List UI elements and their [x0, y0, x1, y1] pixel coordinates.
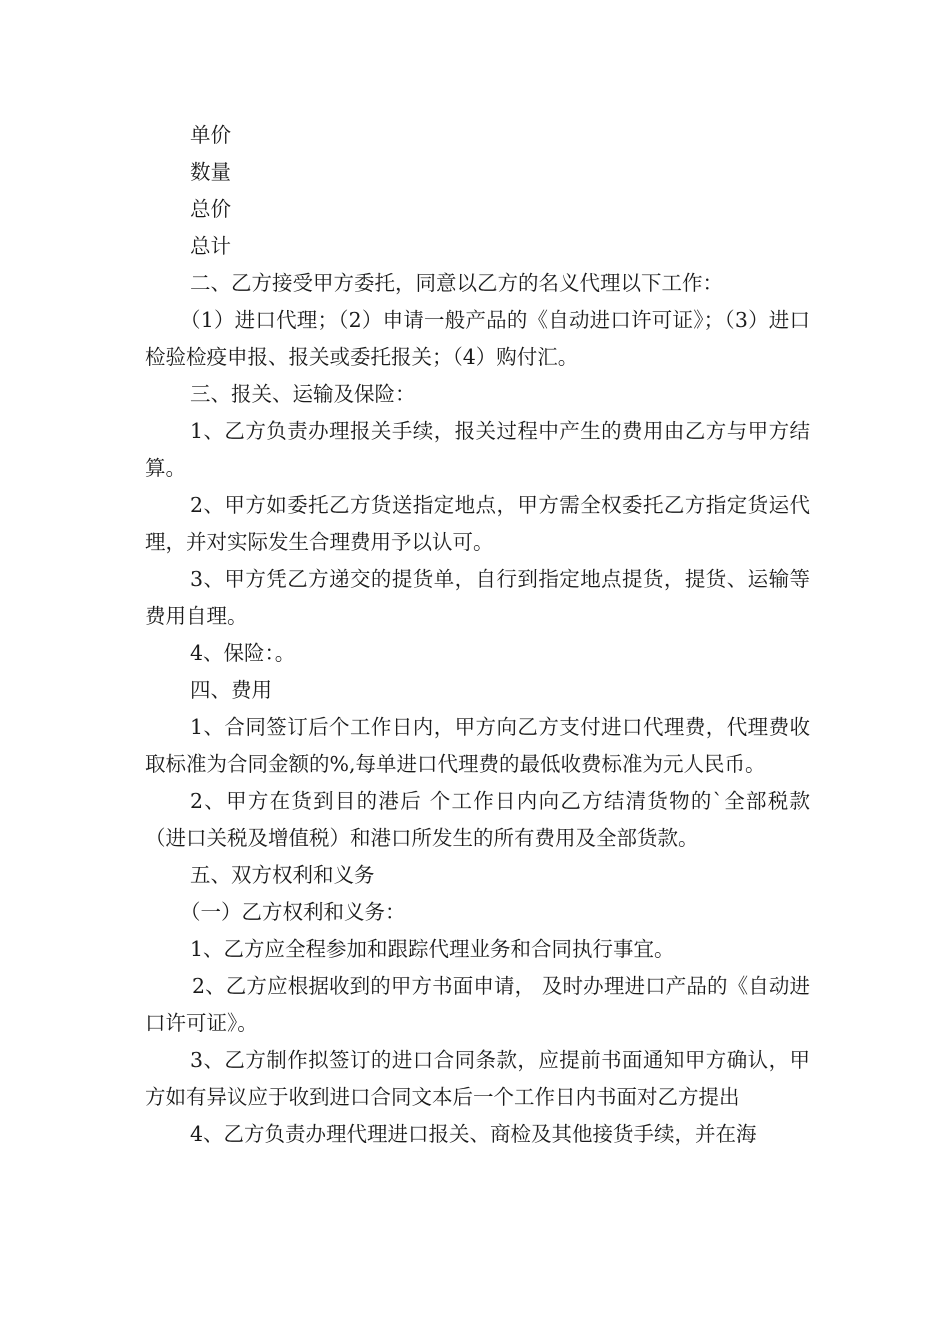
- section-4-item-1: 1、合同签订后个工作日内，甲方向乙方支付进口代理费，代理费收取标准为合同金额的%,每单进口代理费的最低收费标准为元人民币。: [145, 715, 810, 776]
- document-body: [145, 117, 810, 1153]
- section-5-item-4: 4、乙方负责办理代理进口报关、商检及其他接货手续，并在海: [190, 1122, 757, 1146]
- section-3-item-4: 4、保险：。: [190, 641, 296, 665]
- section-3-heading: 三、报关、运输及保险：: [190, 382, 416, 406]
- section-3-item-1: 1、乙方负责办理报关手续，报关过程中产生的费用由乙方与甲方结算。: [145, 419, 810, 480]
- section-2-heading: 二、乙方接受甲方委托，同意以乙方的名义代理以下工作：: [190, 271, 723, 295]
- section-5-heading: 五、双方权利和义务: [190, 863, 375, 887]
- line-grand-total: 总计: [190, 234, 231, 258]
- section-2-items: （1）进口代理；（2）申请一般产品的《自动进口许可证》；（3）进口检验检疫申报、报关或委托报关；（4）购付汇。: [145, 308, 810, 369]
- section-5-sub-1: （一）乙方权利和义务：: [180, 900, 406, 924]
- section-5-item-3: 3、乙方制作拟签订的进口合同条款，应提前书面通知甲方确认，甲方如有异议应于收到进口合同文本后一个工作日内书面对乙方提出: [145, 1048, 810, 1109]
- section-5-item-2: 2、乙方应根据收到的甲方书面申请， 及时办理进口产品的《自动进口许可证》。: [145, 974, 810, 1035]
- line-total-price: 总价: [190, 197, 231, 221]
- section-4-heading: 四、费用: [190, 678, 272, 702]
- line-quantity: 数量: [190, 160, 231, 184]
- section-5-item-1: 1、乙方应全程参加和跟踪代理业务和合同执行事宜。: [190, 937, 675, 961]
- section-3-item-2: 2、甲方如委托乙方货送指定地点，甲方需全权委托乙方指定货运代理，并对实际发生合理费用予以认可。: [145, 493, 810, 554]
- section-3-item-3: 3、甲方凭乙方递交的提货单，自行到指定地点提货，提货、运输等费用自理。: [145, 567, 810, 628]
- line-unit-price: 单价: [190, 123, 231, 147]
- section-4-item-2: 2、甲方在货到目的港后 个工作日内向乙方结清货物的`全部税款（进口关税及增值税）和港口所发生的所有费用及全部货款。: [145, 789, 810, 850]
